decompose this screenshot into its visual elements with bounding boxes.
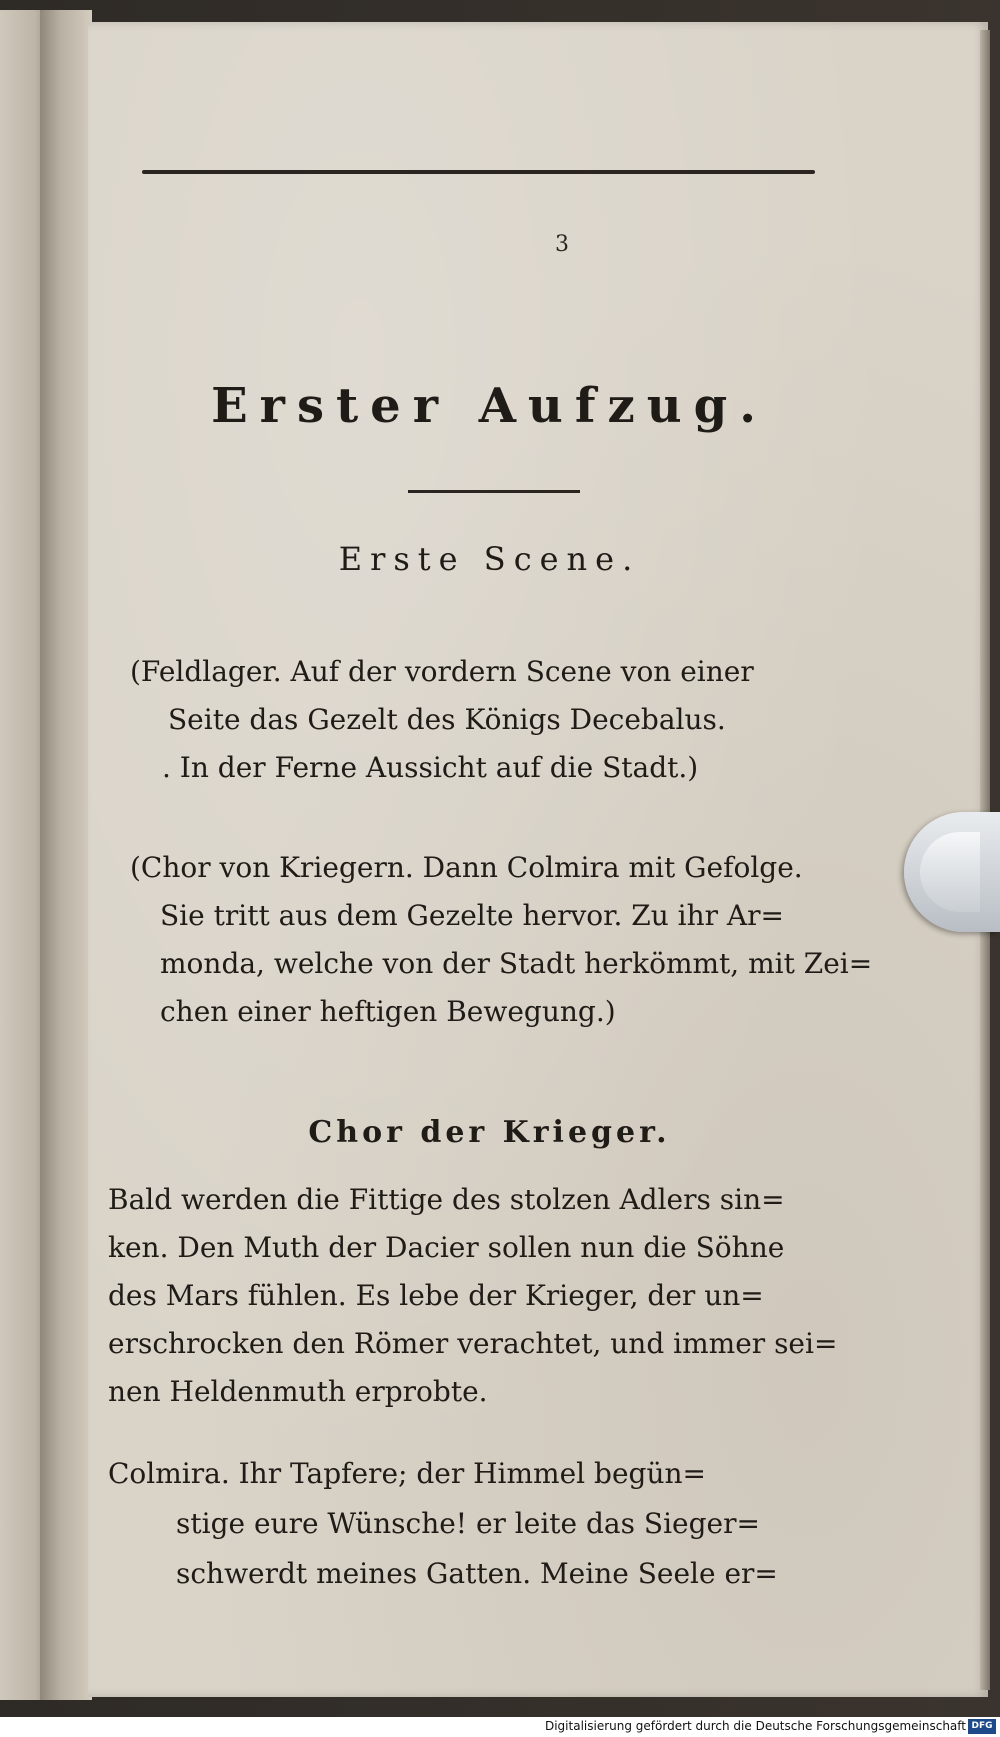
text-line: erschrocken den Römer verachtet, und immer sei= — [108, 1327, 838, 1360]
text-line: stige eure Wünsche! er leite das Sieger= — [176, 1507, 760, 1540]
dfg-logo: DFG — [968, 1719, 996, 1734]
text-line: ken. Den Muth der Dacier sollen nun die Söhne — [108, 1231, 785, 1264]
text-line: Colmira. Ihr Tapfere; der Himmel begün= — [108, 1457, 706, 1490]
act-title: Erster Aufzug. — [211, 378, 768, 434]
scene-title: Erste Scene. — [338, 540, 641, 578]
text-line: (Feldlager. Auf der vordern Scene von einer — [130, 655, 754, 688]
text-line: (Chor von Kriegern. Dann Colmira mit Gefolge. — [130, 851, 803, 884]
text-line: monda, welche von der Stadt herkömmt, mit Zei= — [160, 947, 873, 980]
text-line: chen einer heftigen Bewegung.) — [160, 995, 616, 1028]
signature-mark: 3 — [555, 232, 569, 257]
text-line: Seite das Gezelt des Königs Decebalus. — [168, 703, 726, 736]
text-line: . In der Ferne Aussicht auf die Stadt.) — [162, 751, 699, 784]
header-rule — [142, 170, 815, 174]
chor-heading: Chor der Krieger. — [308, 1115, 671, 1150]
text-line: Bald werden die Fittige des stolzen Adlers sin= — [108, 1183, 785, 1216]
footer-credit: Digitalisierung gefördert durch die Deutsche Forschungsgemeinschaft — [544, 1719, 966, 1733]
text-line: schwerdt meines Gatten. Meine Seele er= — [176, 1557, 778, 1590]
book-gutter — [40, 10, 92, 1700]
text-line: nen Heldenmuth erprobte. — [108, 1375, 488, 1408]
text-line: Sie tritt aus dem Gezelte hervor. Zu ihr Ar= — [160, 899, 784, 932]
text-line: des Mars fühlen. Es lebe der Krieger, der un= — [108, 1279, 764, 1312]
title-divider — [408, 490, 580, 493]
